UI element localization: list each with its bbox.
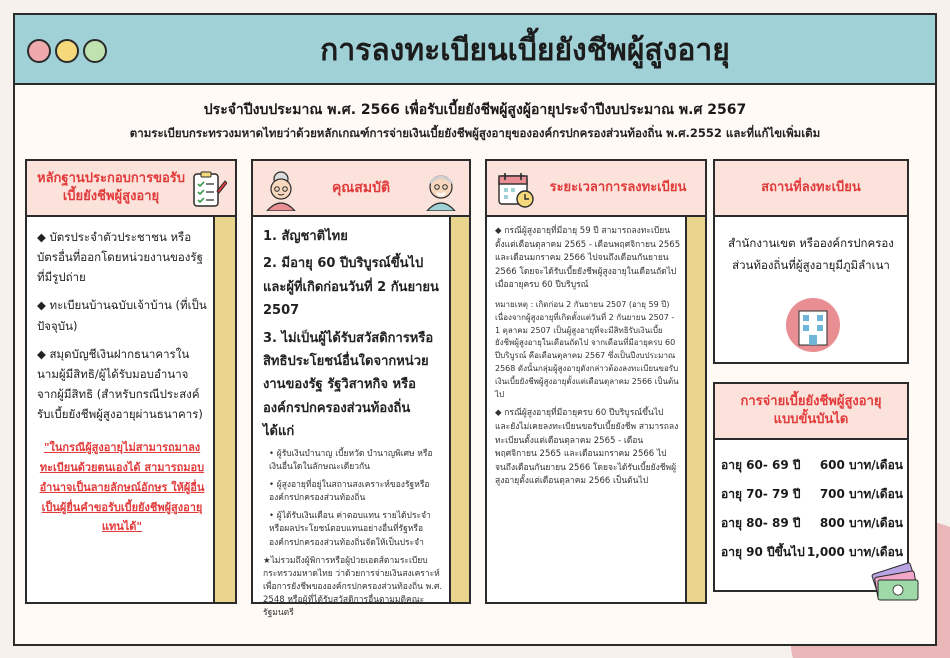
qualification-subitem: • ผู้รับเงินบำนาญ เบี้ยหวัด บำนาญพิเศษ หรือเงินอื่นใดในลักษณะเดียวกัน: [269, 448, 433, 472]
documents-list: [37, 227, 207, 537]
card-stripe: [685, 213, 705, 602]
qualifications-card: [251, 211, 471, 619]
window-dot-pink: [27, 39, 51, 63]
qualification-item: 1. สัญชาติไทย: [263, 229, 348, 244]
banknotes-icon: [868, 560, 920, 604]
period-card: [485, 211, 707, 604]
regulation-subtitle: ตามระเบียบกระทรวงมหาดไทยว่าด้วยหลักเกณฑ์การจ่ายเงินเบี้ยยังชีพผู้สูงอายุขององค์กรปกครองส่วนท้องถิ่น พ.ศ.2552 และที่แก้ไขเพิ่มเติม: [129, 126, 821, 140]
qualifications-header: [251, 159, 471, 217]
payment-age: อายุ 80- 89 ปี: [721, 516, 801, 530]
payment-row: [721, 485, 903, 504]
document-item: ◆ สมุดบัญชีเงินฝากธนาคารในนามผู้มีสิทธิ/ผู้ได้รับมอบอำนาจจากผู้มีสิทธิ (สำหรับกรณีประสงค์รับเบี้ยยังชีพผู้สูงอายุผ่านธนาคาร): [37, 346, 203, 421]
payment-row: [721, 514, 903, 533]
period-title: ระยะเวลาการลงทะเบียน: [549, 180, 687, 196]
documents-title-line1: หลักฐานประกอบการขอรับ: [37, 171, 185, 187]
location-column: [713, 159, 909, 364]
payment-amount: 600 บาท/เดือน: [819, 458, 903, 472]
period-remark: หมายเหตุ : เกิดก่อน 2 กันยายน 2507 (อายุ 59 ปี) เนื่องจากผู้สูงอายุที่เกิดตั้งแต่วันที่ 2 กันยายน 2507 - 1 ตุลาคม 2507 เป็นผู้สูงอายุที่จะมีสิทธิรับเงินเบี้ยยังชีพผู้สูงอายุในเดือนถัดไป จากเดือนที่มีอายุครบ 60 ปีบริบูรณ์ คือเดือนตุลาคม 2567 ซึ่งเป็นปีงบประมาณ 2568 ดังนั้นกลุ่มผู้สูงอายุดังกล่าวต้องลงทะเบียนขอรับเงินเบี้ยยังชีพผู้สูงอายุตั้งแต่เดือนตุลาคม 2566 เป็นต้นไป: [495, 299, 679, 399]
period-header: [485, 159, 707, 217]
document-item: ◆ บัตรประจำตัวประชาชน หรือบัตรอื่นที่ออกโดยหน่วยงานของรัฐที่มีรูปถ่าย: [37, 230, 203, 285]
payment-amount: 700 บาท/เดือน: [819, 487, 903, 501]
poster-frame: [13, 13, 937, 646]
payment-age: อายุ 60- 69 ปี: [721, 458, 801, 472]
documents-title-line2: เบี้ยยังชีพผู้สูงอายุ: [62, 189, 160, 204]
qualification-item: 3. ไม่เป็นผู้ได้รับสวัสดิการหรือสิทธิประโยชน์อื่นใดจากหน่วยงานของรัฐ รัฐวิสาหกิจ หรือองค์กรปกครองส่วนท้องถิ่น ได้แก่: [263, 330, 434, 440]
payment-amount: 1,000 บาท/เดือน: [806, 545, 903, 559]
location-card: [713, 211, 909, 364]
documents-card: [25, 211, 237, 604]
elderly-woman-icon: [261, 169, 301, 211]
payment-table: [721, 456, 903, 572]
qualifications-list: [263, 225, 443, 621]
payment-age: อายุ 90 ปีขึ้นไป: [721, 545, 805, 559]
window-dot-green: [83, 39, 107, 63]
documents-header: [25, 159, 237, 217]
qualification-subitem: • ผู้ได้รับเงินเดือน ค่าตอบแทน รายได้ประจำหรือผลประโยชน์ตอบแทนอย่างอื่นที่รัฐหรือองค์กรปกครองส่วนท้องถิ่นจัดให้เป็นประจำ: [269, 511, 431, 548]
period-details: [495, 225, 681, 494]
location-text: สำนักงานเขต หรือองค์กรปกครองส่วนท้องถิ่นที่ผู้สูงอายุมีภูมิลำเนา: [728, 236, 894, 272]
fiscal-year-subtitle: ประจำปีงบประมาณ พ.ศ. 2566 เพื่อรับเบี้ยยังชีพผู้สูงผู้อายุประจำปีงบประมาณ พ.ศ 2567: [203, 102, 747, 118]
window-dot-yellow: [55, 39, 79, 63]
elderly-man-icon: [421, 169, 461, 211]
card-stripe: [449, 213, 469, 602]
office-building-icon: [785, 297, 841, 353]
payment-title-line2: แบบขั้นบันได: [773, 412, 849, 427]
period-case-59: ◆ กรณีผู้สูงอายุที่มีอายุ 59 ปี สามารถลงทะเบียนตั้งแต่เดือนตุลาคม 2565 - เดือนพฤศจิกายน 2565 และเดือนมกราคม 2566 ไปจนถึงเดือนกันยายน 2566 โดยจะได้รับเบี้ยยังชีพผู้สูงอายุในเดือนถัดไป เมื่ออายุครบ 60 ปีบริบูรณ์: [495, 226, 681, 291]
payment-title-line1: การจ่ายเบี้ยยังชีพผู้สูงอายุ: [740, 394, 882, 410]
calendar-clock-icon: [497, 171, 535, 209]
title-bar: [15, 15, 935, 85]
proxy-note: "ในกรณีผู้สูงอายุไม่สามารถมาลงทะเบียนด้วยตนเองได้ สามารถมอบอำนาจเป็นลายลักษณ์อักษร ให้ผู้อื่นเป็นผู้ยื่นคำขอรับเบี้ยยังชีพผู้สูงอายุแทนได้": [39, 441, 205, 534]
payment-row: [721, 456, 903, 475]
period-case-60: ◆ กรณีผู้สูงอายุที่มีอายุครบ 60 ปีบริบูรณ์ขึ้นไป และยังไม่เคยลงทะเบียนขอรับเบี้ยยังชีพ สามารถลงทะเบียนตั้งแต่เดือนตุลาคม 2565 - เดือนพฤศจิกายน 2565 และเดือนมกราคม 2566 ไปจนถึงเดือนกันยายน 2566 โดยจะได้รับเบี้ยยังชีพผู้สูงอายุตั้งแต่เดือนตุลาคม 2566 เป็นต้นไป: [495, 408, 679, 487]
qualification-item: 2. มีอายุ 60 ปีบริบูรณ์ขึ้นไป และผู้ที่เกิดก่อนวันที่ 2 กันยายน 2507: [263, 256, 439, 319]
qualification-subitem: • ผู้สูงอายุที่อยู่ในสถานสงเคราะห์ของรัฐหรือองค์กรปกครองส่วนท้องถิ่น: [269, 479, 430, 504]
qualifications-column: [251, 159, 471, 619]
period-column: [485, 159, 707, 604]
qualifications-title: คุณสมบัติ: [331, 179, 391, 196]
payment-header: [713, 382, 909, 440]
document-item: ◆ ทะเบียนบ้านฉบับเจ้าบ้าน (ที่เป็นปัจจุบัน): [37, 298, 207, 333]
location-header: [713, 159, 909, 217]
payment-age: อายุ 70- 79 ปี: [721, 487, 801, 501]
qualification-footnote: ★ไม่รวมถึงผู้พิการหรือผู้ป่วยเอดส์ตามระเบียบกระทรวงมหาดไทย ว่าด้วยการจ่ายเงินสงเคราะห์เพื่อการยังชีพขององค์กรปกครองส่วนท้องถิ่น พ.ศ. 2548 หรือผู้ที่ได้รับสวัสดิการอื่นตามมติคณะรัฐมนตรี: [263, 555, 443, 619]
documents-column: [25, 159, 237, 604]
card-stripe: [213, 213, 235, 602]
page-title: การลงทะเบียนเบี้ยยังชีพผู้สูงอายุ: [320, 33, 730, 68]
checklist-icon: [191, 171, 227, 209]
payment-amount: 800 บาท/เดือน: [819, 516, 903, 530]
location-title: สถานที่ลงทะเบียน: [761, 180, 861, 196]
